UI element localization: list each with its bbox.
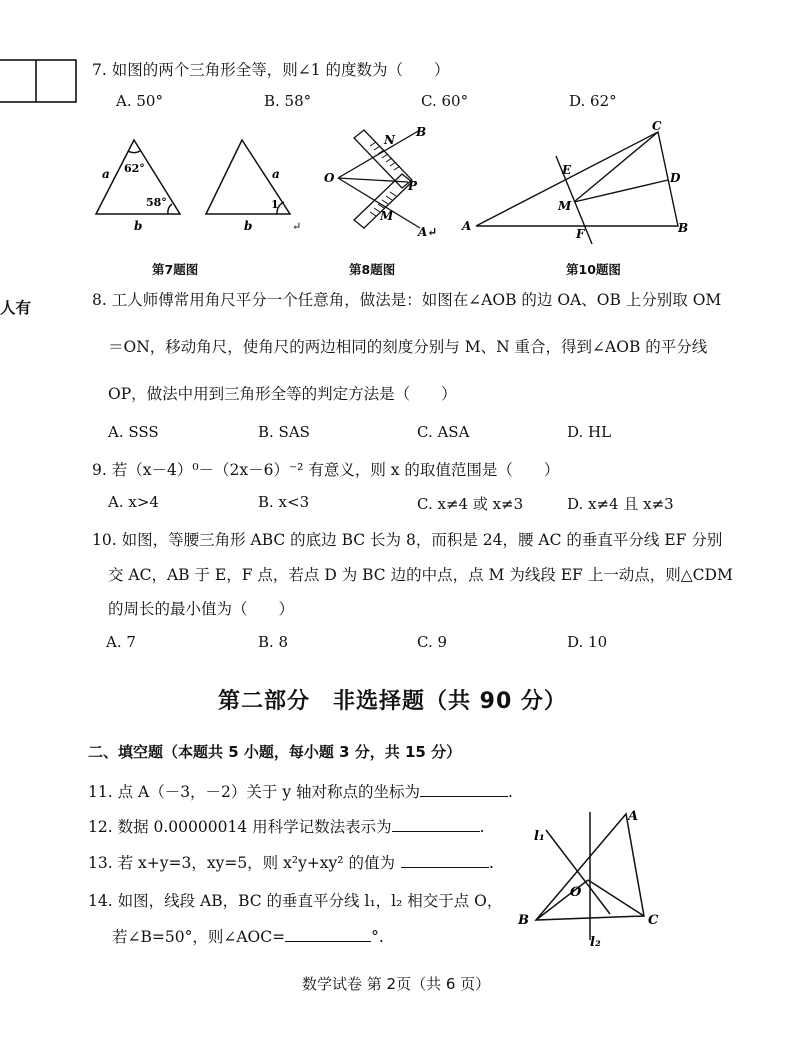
- q9-text: 9. 若（x－4）⁰－（2x－6）⁻² 有意义，则 x 的取值范围是（ ）: [92, 461, 560, 479]
- q13-text: 13. 若 x+y=3，xy=5，则 x²y+xy² 的值为: [88, 854, 395, 872]
- q10-option-d: D. 10: [567, 633, 608, 651]
- q14-line2: [112, 925, 384, 947]
- fig8-n: N: [384, 133, 395, 147]
- q12-end: .: [479, 818, 485, 836]
- fig7-diagram: [88, 128, 318, 240]
- fig8-b: B: [416, 125, 427, 139]
- fig7-right-mark: ↵: [292, 220, 302, 233]
- q14-line1: 14. 如图，线段 AB，BC 的垂直平分线 l₁，l₂ 相交于点 O，: [88, 892, 503, 910]
- fig8-caption: 第8题图: [349, 262, 396, 277]
- q12-text: 12. 数据 0.00000014 用科学记数法表示为: [88, 818, 392, 836]
- q11-end: .: [508, 783, 513, 801]
- q10-line3: 的周长的最小值为（ ）: [108, 600, 295, 618]
- fig10-b: B: [678, 221, 689, 235]
- fig10-f: F: [576, 227, 585, 241]
- q10-line2: 交 AC，AB 于 E，F 点，若点 D 为 BC 边的中点，点 M 为线段 EF 上一动点，则△CDM: [108, 566, 733, 584]
- q8-option-a: A. SSS: [108, 423, 159, 441]
- fig10-d: D: [670, 171, 681, 185]
- fig7-caption: 第7题图: [152, 262, 199, 277]
- side-mark: 人有: [0, 298, 32, 317]
- fig10-caption: 第10题图: [566, 262, 621, 277]
- score-box: [0, 58, 80, 106]
- q9-option-a: A. x>4: [108, 493, 159, 511]
- part2-title: 第二部分 非选择题（共 90 分）: [218, 689, 567, 714]
- fig10-e: E: [562, 163, 572, 177]
- fig7-left-b: b: [134, 219, 143, 233]
- fig10-a: A: [462, 219, 472, 233]
- fig10-m: M: [558, 199, 572, 213]
- q7-option-a: A. 50°: [116, 92, 163, 110]
- q10-option-b: B. 8: [258, 633, 289, 651]
- q11-answer-blank: [420, 782, 508, 797]
- q8-line3: OP，做法中用到三角形全等的判定方法是（ ）: [108, 385, 457, 403]
- fig7-left-a: a: [102, 167, 110, 181]
- fig7-right-a: a: [272, 167, 280, 181]
- fig14-o: O: [570, 885, 582, 900]
- q13-line: [88, 851, 494, 873]
- q8-option-d: D. HL: [567, 423, 612, 441]
- q10-option-c: C. 9: [417, 633, 448, 651]
- fig7-left-angle-top: 62°: [124, 162, 145, 175]
- q11-line: [88, 780, 513, 802]
- fig8-o: O: [324, 171, 335, 185]
- fig8-a: A↵: [418, 225, 438, 239]
- q14-answer-blank: [285, 927, 371, 942]
- q12-line: [88, 815, 485, 837]
- page-footer: 数学试卷 第 2页（共 6 页）: [302, 975, 491, 993]
- q13-answer-blank: [401, 853, 489, 868]
- q7-option-d: D. 62°: [569, 92, 617, 110]
- fig14-a: A: [628, 809, 639, 824]
- q8-line2: ＝ON，移动角尺，使角尺的两边相同的刻度分别与 M、N 重合，得到∠AOB 的平分线: [108, 338, 708, 356]
- q8-option-b: B. SAS: [258, 423, 310, 441]
- q10-option-a: A. 7: [106, 633, 136, 651]
- q11-text: 11. 点 A（－3，－2）关于 y 轴对称点的坐标为: [88, 783, 421, 801]
- fig10-diagram: [456, 116, 696, 244]
- section2-title: 二、填空题（本题共 5 小题，每小题 3 分，共 15 分）: [88, 743, 462, 761]
- q13-end: .: [488, 854, 494, 872]
- fig14-b: B: [518, 913, 529, 928]
- q7-option-b: B. 58°: [264, 92, 312, 110]
- q8-option-c: C. ASA: [417, 423, 470, 441]
- fig14-diagram: [512, 804, 672, 952]
- q9-option-b: B. x<3: [258, 493, 310, 511]
- q7-option-c: C. 60°: [421, 92, 469, 110]
- fig10-c: C: [652, 119, 662, 133]
- q14-text: 若∠B=50°，则∠AOC=: [112, 928, 286, 946]
- q12-answer-blank: [392, 817, 480, 832]
- q9-option-c: C. x≠4 或 x≠3: [417, 495, 524, 513]
- fig8-p: P: [408, 179, 418, 193]
- fig7-right-one: 1: [271, 198, 279, 211]
- fig7-left-angle-right: 58°: [146, 196, 167, 209]
- fig14-l1: l₁: [534, 829, 545, 844]
- fig8-m: M: [380, 209, 394, 223]
- q8-line1: 8. 工人师傅常用角尺平分一个任意角，做法是：如图在∠AOB 的边 OA、OB 上分别取 OM: [92, 291, 722, 309]
- fig7-right-b: b: [244, 219, 253, 233]
- fig14-l2: l₂: [590, 935, 601, 950]
- q7-text: 7. 如图的两个三角形全等，则∠1 的度数为（ ）: [92, 61, 450, 79]
- q14-end: °.: [371, 928, 384, 946]
- q10-line1: 10. 如图，等腰三角形 ABC 的底边 BC 长为 8，而积是 24，腰 AC 的垂直平分线 EF 分别: [92, 531, 723, 549]
- q9-option-d: D. x≠4 且 x≠3: [567, 495, 674, 513]
- fig8-diagram: [320, 124, 440, 242]
- fig14-c: C: [648, 913, 659, 928]
